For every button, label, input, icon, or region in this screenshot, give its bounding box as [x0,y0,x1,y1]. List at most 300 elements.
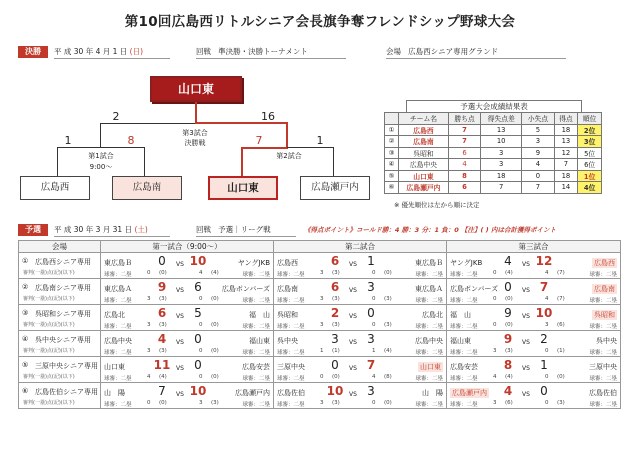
game-cell [101,305,274,331]
venue-name: 呉中央シニア専用 [35,336,91,344]
away-team: 福 山 [249,311,270,319]
bracket-line [100,123,101,147]
away-points: 3 [199,400,203,406]
umpire-note: 球審：二塁 [104,272,132,278]
home-points: 4 [493,374,497,380]
venue-cell [19,279,101,305]
away-team: ヤングJKB [237,259,270,267]
final-tag: 決勝 [18,46,48,58]
vs-label: VS [349,261,357,268]
home-score: 0 [504,280,512,294]
results-cell: 3 [481,159,522,171]
game-cell [447,357,621,383]
away-team: 山口東 [420,363,441,371]
bracket-line [286,122,288,148]
game-cell [274,305,447,331]
away-points-total: (3) [557,400,565,406]
results-cell: 呉昭和 [399,147,449,159]
umpire-note: 球審：二塁 [277,350,305,356]
away-team: 広島瀬戸内 [235,389,270,397]
venue-cell [19,383,101,409]
vs-label: VS [522,313,530,320]
home-points: 0 [493,270,497,276]
results-cell: 4 [448,159,480,171]
home-points-total: (3) [159,296,167,302]
home-team: 呉昭和 [277,311,298,319]
prelim-header: 第一試合（9:00～） [101,241,274,253]
venue-note: 審判(一塁)点(記)(以下) [23,270,75,276]
home-team: 福 山 [450,311,471,319]
home-points: 3 [320,322,324,328]
umpire-note: 球審：二塁 [277,324,305,330]
prelim-grid [18,240,621,409]
venue-cell [19,331,101,357]
umpire-note: 球審：二塁 [277,376,305,382]
away-team: 福山東 [249,337,270,345]
home-team: ヤングJKB [450,259,483,267]
venue-number: ① [22,257,29,265]
umpire-note: 球審：二塁 [415,350,443,356]
vs-label: VS [349,313,357,320]
away-score: 3 [367,280,375,294]
away-points: 0 [372,296,376,302]
results-cell: 12 [554,147,578,159]
results-cell: ⑥ [385,182,399,194]
vs-label: VS [522,261,530,268]
venue-note: 審判(一塁)点(記)(以下) [23,374,75,380]
results-cell: ④ [385,159,399,171]
umpire-note: 球審：二塁 [450,402,478,408]
bracket-team: 広島南 [112,176,182,200]
away-team: 広島佐伯 [589,389,617,397]
home-team: 広島中央 [104,337,132,345]
results-cell: 5位 [578,147,602,159]
home-points: 3 [493,348,497,354]
umpire-note: 球審：二塁 [450,376,478,382]
results-cell: 3 [481,147,522,159]
prelim-header: 第三試合 [447,241,621,253]
away-score: 0 [367,306,375,320]
venue-number: ⑤ [22,361,29,369]
results-cell: 6位 [578,159,602,171]
results-cell: 7 [554,159,578,171]
venue-number: ⑥ [22,387,29,395]
home-team: 広島南 [277,285,298,293]
away-points: 4 [372,374,376,380]
results-cell: ① [385,124,399,136]
away-points-total: (3) [384,322,392,328]
home-score: 9 [504,306,512,320]
bracket-line [195,102,197,124]
home-points-total: (0) [505,296,513,302]
umpire-note: 球審：二塁 [589,402,617,408]
results-header [385,113,399,125]
home-points: 3 [147,348,151,354]
vs-label: VS [349,391,357,398]
home-score: 6 [330,254,340,268]
vs-label: VS [522,365,530,372]
prelim-row [19,279,621,305]
home-score: 4 [157,332,167,346]
away-score: 3 [367,332,375,346]
away-team: 呉昭和 [594,311,615,319]
home-team: 東広島Ａ [104,285,132,293]
vs-label: VS [349,339,357,346]
away-team: 呉中央 [596,337,617,345]
results-header: 得失点差 [481,113,522,125]
away-points-total: (0) [211,322,219,328]
venue-note: 審判(一塁)点(記)(以下) [23,322,75,328]
vs-label: VS [176,365,184,372]
away-score: 1 [540,358,548,372]
umpire-note: 球審：二塁 [450,272,478,278]
results-cell: 7 [522,182,554,194]
home-team: 広島佐伯 [277,389,305,397]
game1-time: 9:00～ [89,163,113,171]
results-cell: 4 [522,159,554,171]
home-points-total: (3) [159,322,167,328]
away-score: 3 [367,384,375,398]
away-score: 5 [194,306,202,320]
vs-label: VS [176,391,184,398]
home-points: 1 [320,348,324,354]
home-score: 6 [157,306,167,320]
home-team: 呉中央 [277,337,298,345]
home-score: 2 [330,306,340,320]
results-cell: 14 [554,182,578,194]
results-cell: ⑤ [385,170,399,182]
home-score: 4 [503,384,513,398]
prelim-row [19,305,621,331]
umpire-note: 球審：二塁 [450,324,478,330]
away-team: 広島西 [594,259,615,267]
home-score: 9 [157,280,167,294]
venue-note: 審判(一塁)点(記)(以下) [23,400,75,406]
results-row [385,159,602,171]
umpire-note: 球審：二塁 [589,324,617,330]
home-points: 3 [320,400,324,406]
bracket-team: 山口東 [208,176,278,200]
away-score: 0 [194,358,202,372]
umpire-note: 球審：二塁 [242,324,270,330]
results-cell: 広島南 [399,136,449,148]
home-points-total: (3) [332,296,340,302]
prelim-row [19,331,621,357]
venue-number: ④ [22,335,29,343]
away-points: 0 [199,374,203,380]
game-cell [101,357,274,383]
umpire-note: 球審：二塁 [450,350,478,356]
umpire-note: 球審：二塁 [277,298,305,304]
bracket-line [100,123,196,124]
home-points-total: (3) [505,348,513,354]
bracket-line [287,147,334,148]
away-team: 広島安芸 [242,363,270,371]
umpire-note: 球審：二塁 [589,376,617,382]
prelim-tag: 予選 [18,224,48,236]
home-score: 0 [158,254,166,268]
home-score: 3 [331,332,339,346]
game-cell [101,253,274,279]
umpire-note: 球審：二塁 [242,350,270,356]
results-cell: 9 [522,147,554,159]
away-points-total: (6) [557,322,565,328]
results-cell: 1位 [578,170,602,182]
results-cell: ② [385,136,399,148]
results-cell: 広島西 [399,124,449,136]
home-score: 10 [326,384,344,398]
results-header: チーム名 [399,113,449,125]
results-cell: 4位 [578,182,602,194]
vs-label: VS [176,339,184,346]
semi2-score-left: 7 [255,134,263,147]
umpire-note: 球審：二塁 [104,350,132,356]
home-points: 0 [147,400,151,406]
final-score-left: 2 [112,110,120,123]
game-cell [447,253,621,279]
away-points: 1 [372,348,376,354]
prelim-round-label: 回戦 [196,225,211,234]
results-cell: 8 [448,170,480,182]
game2-label: 第2試合 [276,152,302,160]
results-row [385,182,602,194]
home-points: 3 [493,400,497,406]
umpire-note: 球審：二塁 [589,272,617,278]
away-points-total: (3) [384,296,392,302]
game-cell [101,331,274,357]
away-team: 三原中央 [589,363,617,371]
umpire-note: 球審：二塁 [104,376,132,382]
game-cell [447,305,621,331]
away-score: 6 [194,280,202,294]
away-points-total: (4) [211,270,219,276]
game-cell [274,253,447,279]
results-cell: 6 [448,182,480,194]
game1-label: 第1試合 [88,152,114,160]
home-points-total: (4) [505,270,513,276]
results-cell: 10 [481,136,522,148]
away-points: 0 [545,348,549,354]
results-header: 順位 [578,113,602,125]
prelim-round-value: 予選｜リーグ戦 [218,225,271,234]
bracket-line [57,147,58,176]
home-team: 山 陽 [104,389,125,397]
semi2-score-right: 1 [316,134,324,147]
venue-name: 広島南シニア専用 [35,284,91,292]
home-points: 0 [147,270,151,276]
away-team: 東広島Ａ [415,285,443,293]
away-team: 東広島Ｂ [415,259,443,267]
away-points-total: (7) [557,270,565,276]
away-points-total: (4) [384,348,392,354]
results-cell: 広島瀬戸内 [399,182,449,194]
final-date-label: 平 成 30 年 4 月 1 日 [54,47,128,56]
results-cell: 7 [481,182,522,194]
away-points: 0 [545,400,549,406]
vs-label: VS [349,287,357,294]
home-team: 広島北 [104,311,125,319]
away-score: 10 [189,254,207,268]
game-cell [447,331,621,357]
prelim-row [19,357,621,383]
venue-number: ② [22,283,29,291]
umpire-note: 球審：二塁 [242,272,270,278]
results-note: ※ 優先順位は左から順に決定 [394,201,480,209]
final-venue-label: 会場 [386,47,401,56]
away-points-total: (0) [557,374,565,380]
game3-sub: 決勝戦 [184,139,206,147]
umpire-note: 球審：二塁 [450,298,478,304]
results-row [385,124,602,136]
final-venue-value: 広島西シニア専用グランド [408,47,499,56]
home-score: 9 [503,332,513,346]
results-cell: 13 [481,124,522,136]
game-cell [447,279,621,305]
home-points-total: (4) [159,374,167,380]
prelim-header: 会場 [19,241,101,253]
home-team: 広島瀬戸内 [452,389,487,397]
umpire-note: 球審：二塁 [242,402,270,408]
home-team: 広島ボンバーズ [450,285,499,293]
game-cell [274,331,447,357]
prelim-date-label: 平 成 30 年 3 月 31 日 [54,225,133,234]
umpire-note: 球審：二塁 [104,324,132,330]
away-score: 1 [367,254,375,268]
away-score: 10 [189,384,207,398]
results-cell: 0 [522,170,554,182]
umpire-note: 球審：二塁 [277,272,305,278]
points-note: 《得点ポイント》コールド勝：4 勝：3 分：1 負：0 【注】( ) 内は合計獲得ポイント [304,226,556,234]
away-points: 0 [372,322,376,328]
venue-name: 呉昭和シニア専用 [35,310,91,318]
venue-note: 審判(一塁)点(記)(以下) [23,348,75,354]
venue-cell [19,357,101,383]
game-cell [101,383,274,409]
home-score: 6 [330,280,340,294]
bracket-line [241,147,288,149]
umpire-note: 球審：二塁 [242,376,270,382]
results-cell: 6 [448,147,480,159]
umpire-note: 球審：二塁 [242,298,270,304]
home-points-total: (1) [332,348,340,354]
results-cell: 山口東 [399,170,449,182]
semi1-score-right: 8 [127,134,135,147]
away-points: 4 [545,270,549,276]
bracket-line [241,147,243,176]
game-cell [274,383,447,409]
final-date [54,46,170,59]
home-points-total: (3) [332,322,340,328]
final-venue [386,46,566,59]
home-points: 3 [320,270,324,276]
away-points-total: (0) [384,400,392,406]
away-points: 0 [199,296,203,302]
results-cell: 18 [554,170,578,182]
home-score: 8 [503,358,513,372]
home-score: 0 [331,358,339,372]
umpire-note: 球審：二塁 [415,324,443,330]
umpire-note: 球審：二塁 [104,402,132,408]
page-title: 第10回広島西リトルシニア会長旗争奪フレンドシップ野球大会 [124,14,516,30]
results-row [385,170,602,182]
away-score: 0 [194,332,202,346]
results-cell: 広島中央 [399,159,449,171]
umpire-note: 球審：二塁 [415,272,443,278]
home-points: 3 [320,296,324,302]
home-points-total: (0) [332,374,340,380]
results-cell: 7 [448,136,480,148]
final-round-value: 準決勝・決勝トーナメント [218,47,308,56]
away-score: 2 [540,332,548,346]
prelim-date [54,224,170,237]
game-cell [101,279,274,305]
umpire-note: 球審：二塁 [415,402,443,408]
away-team: 広島南 [594,285,615,293]
results-cell: 3位 [578,136,602,148]
vs-label: VS [522,287,530,294]
home-points: 0 [493,322,497,328]
home-points: 0 [320,374,324,380]
game3-label: 第3試合 [182,129,208,137]
final-score-right: 16 [261,110,275,123]
prelim-header-row [19,241,621,253]
away-points-total: (1) [557,348,565,354]
results-cell: 7 [448,124,480,136]
umpire-note: 球審：二塁 [415,298,443,304]
vs-label: VS [176,261,184,268]
home-score: 11 [153,358,171,372]
home-points-total: (4) [505,374,513,380]
home-team: 広島西 [277,259,298,267]
away-points-total: (0) [384,270,392,276]
venue-cell [19,253,101,279]
venue-name: 広島西シニア専用 [35,258,91,266]
away-team: 広島中央 [415,337,443,345]
final-round-label: 回戦 [196,47,211,56]
venue-cell [19,305,101,331]
results-header: 小失点 [522,113,554,125]
away-points: 0 [372,400,376,406]
away-score: 12 [535,254,553,268]
home-score: 4 [504,254,512,268]
vs-label: VS [522,391,530,398]
results-cell: 3 [522,136,554,148]
results-header: 勝ち点 [448,113,480,125]
venue-note: 審判(一塁)点(記)(以下) [23,296,75,302]
results-row [385,136,602,148]
champion-box: 山口東 [150,76,242,102]
results-cell: 18 [554,124,578,136]
umpire-note: 球審：二塁 [104,298,132,304]
results-cell: 2位 [578,124,602,136]
prelim-row [19,253,621,279]
vs-label: VS [522,339,530,346]
umpire-note: 球審：二塁 [277,402,305,408]
home-points-total: (0) [159,270,167,276]
results-cell: 13 [554,136,578,148]
bracket-team: 広島西 [20,176,90,200]
umpire-note: 球審：二塁 [589,350,617,356]
away-score: 7 [366,358,376,372]
away-score: 7 [539,280,549,294]
bracket-line [333,147,334,176]
away-points-total: (8) [384,374,392,380]
bracket-team: 広島瀬戸内 [300,176,370,200]
away-points-total: (7) [557,296,565,302]
bracket-line [144,147,145,176]
away-score: 10 [535,306,553,320]
results-row [385,147,602,159]
